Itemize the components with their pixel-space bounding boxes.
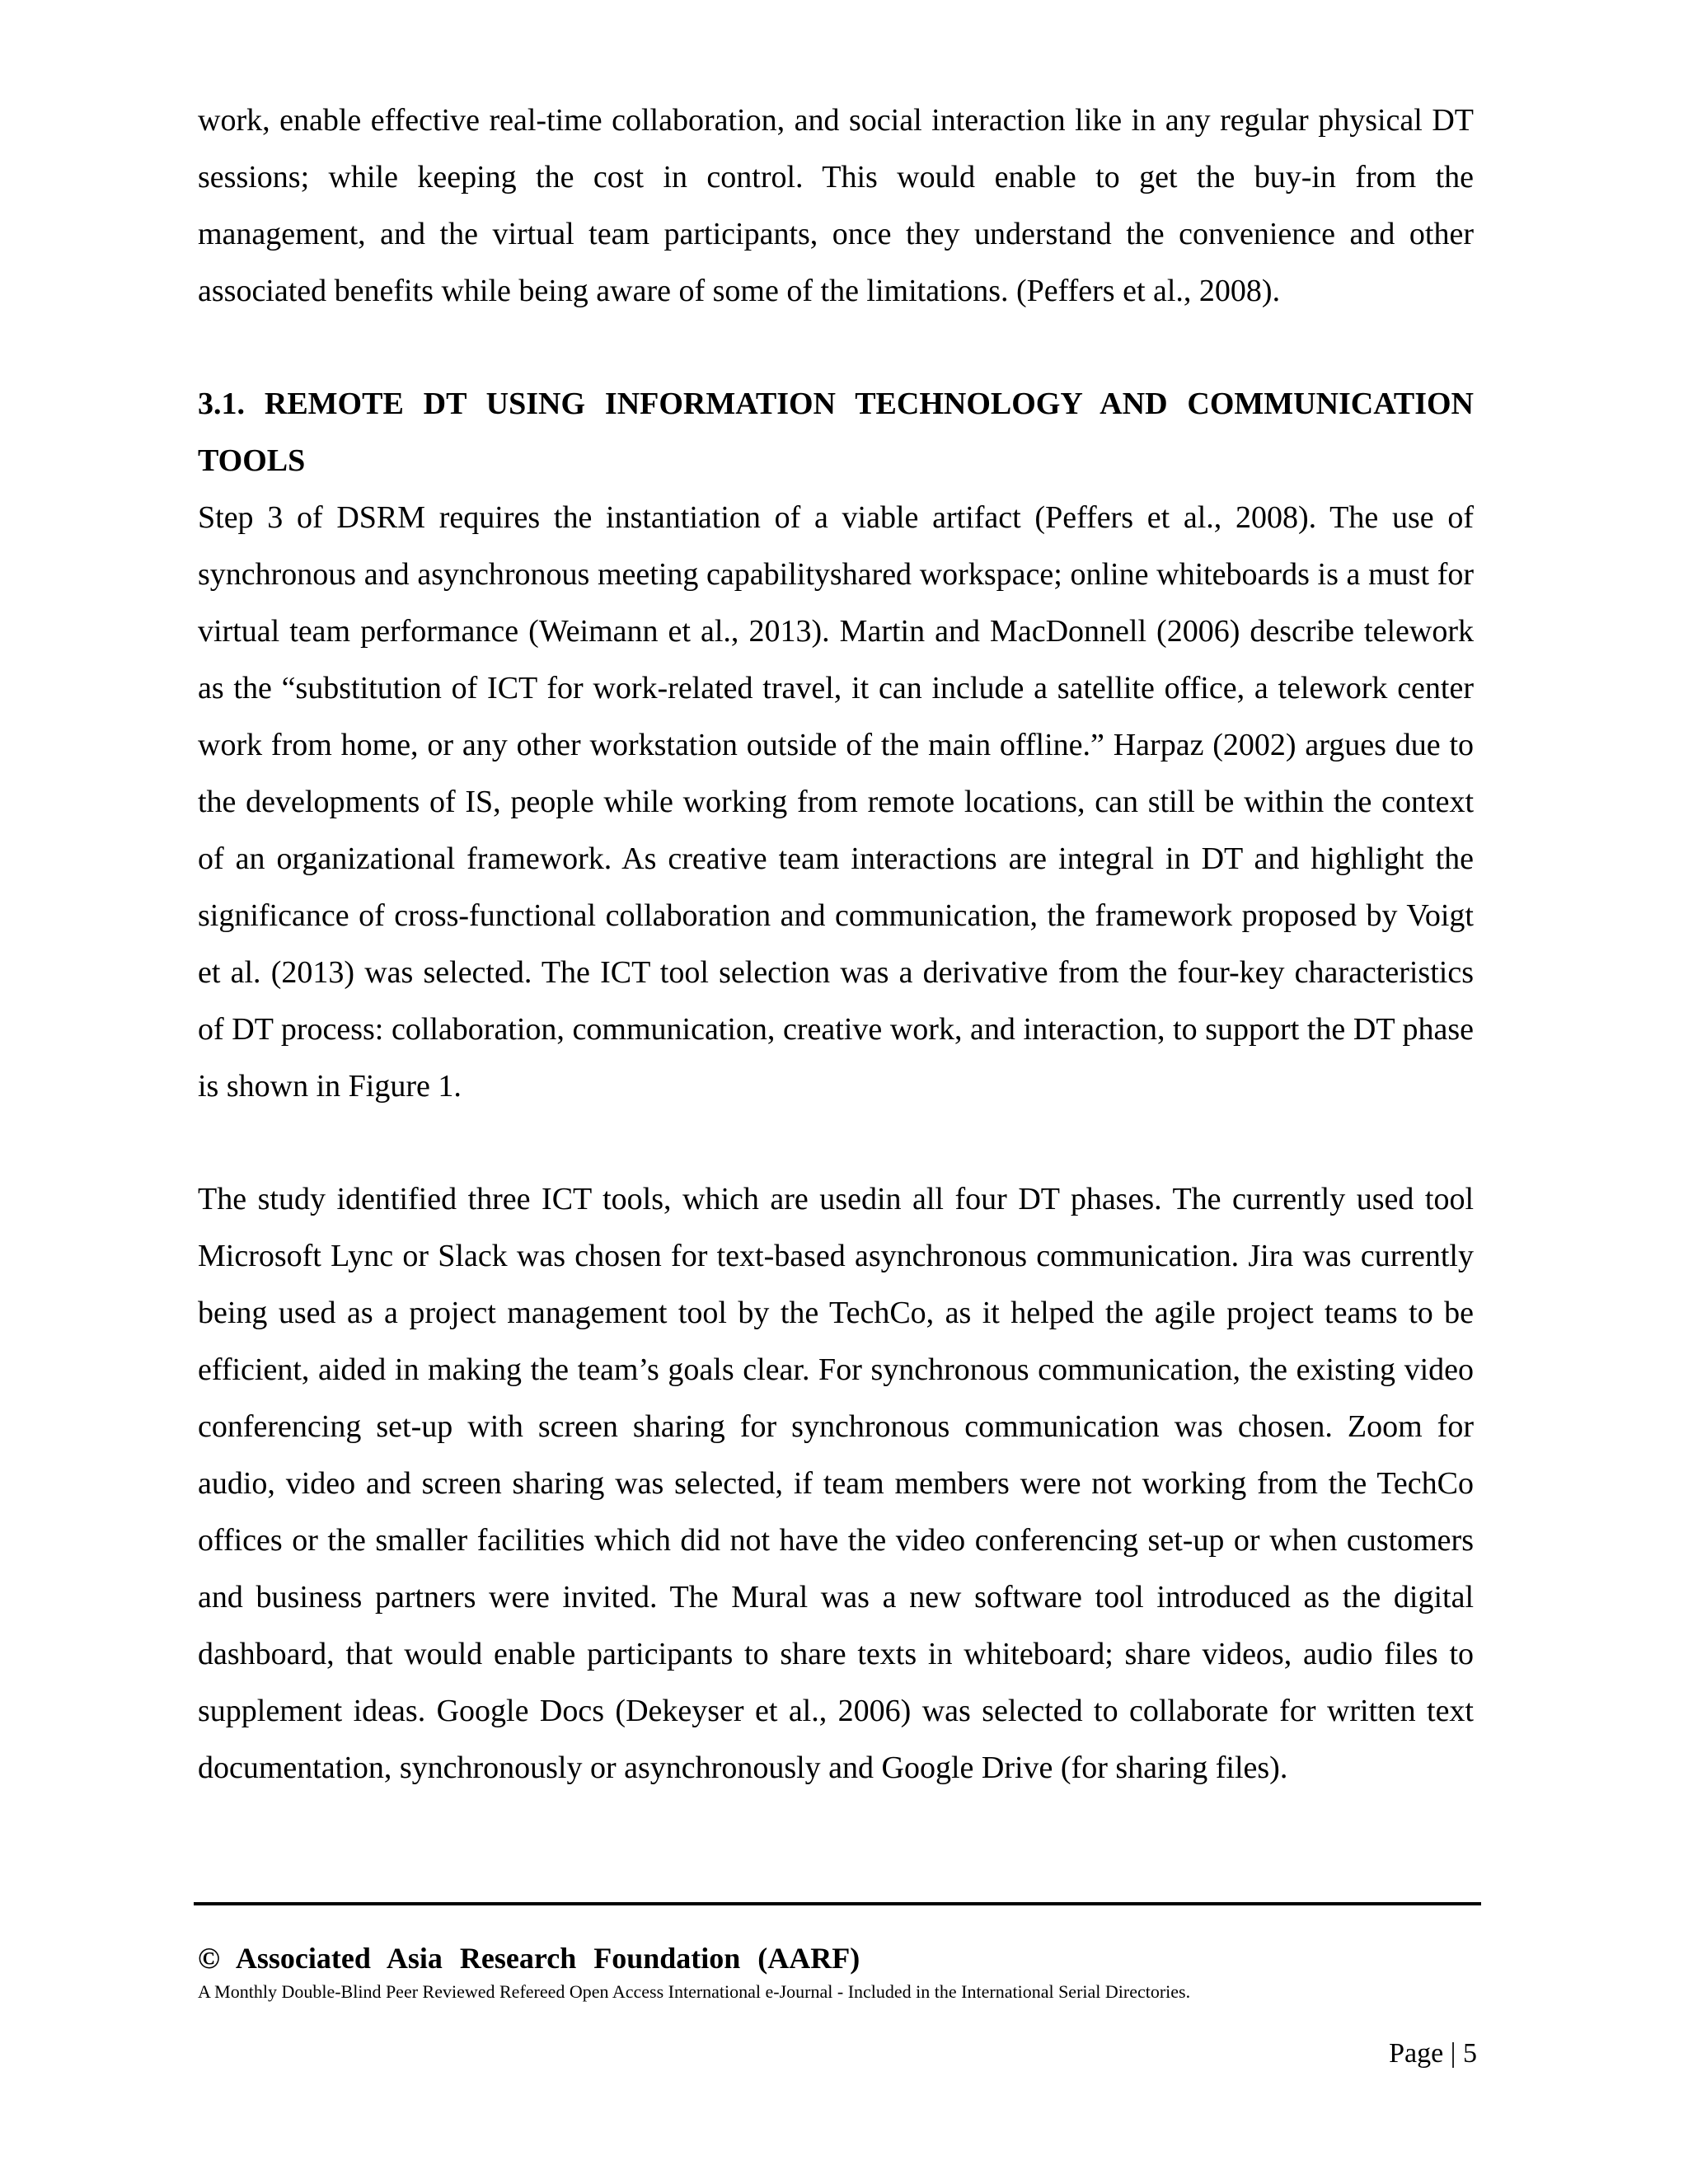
paragraph-section-2: The study identified three ICT tools, which are usedin all four DT phases. The currently used tool Microsoft Lync or Slack was chosen for text-based asynchronous communication. Jira was currently being used as a project management tool by the TechCo, as it helped the agile project teams to be efficient, aided in making the team’s goals clear. For synchronous communication, the existing video conferencing set-up with screen sharing for synchronous communication was chosen. Zoom for audio, video and screen sharing was selected, if team members were not working from the TechCo offices or the smaller facilities which did not have the video conferencing set-up or when customers and business partners were invited. The Mural was a new software tool introduced as the digital dashboard, that would enable participants to share texts in whiteboard; share videos, audio files to supplement ideas. Google Docs (Dekeyser et al., 2006) was selected to collaborate for written text documentation, synchronously or asynchronously and Google Drive (for sharing files). [198,1182,1474,1785]
body-content [198,92,1474,1797]
footer-divider [194,1902,1481,1905]
footer-title: © Associated Asia Research Foundation (AARF) [198,1942,860,1975]
page-number: Page | 5 [1389,2038,1477,2069]
spacer [198,1115,1474,1171]
paragraph-intro: work, enable effective real-time collaboration, and social interaction like in any regular physical DT sessions; while keeping the cost in control. This would enable to get the buy-in from the management, and the virtual team participants, once they understand the convenience and other associated benefits while being aware of some of the limitations. (Peffers et al., 2008). [198,103,1474,308]
paragraph-section-1: Step 3 of DSRM requires the instantiation of a viable artifact (Peffers et al., 2008). The use of synchronous and asynchronous meeting capabilityshared workspace; online whiteboards is a must for virtual team performance (Weimann et al., 2013). Martin and MacDonnell (2006) describe telework as the “substitution of ICT for work-related travel, it can include a satellite office, a telework center work from home, or any other workstation outside of the main offline.” Harpaz (2002) argues due to the developments of IS, people while working from remote locations, can still be within the context of an organizational framework. As creative team interactions are integral in DT and highlight the significance of cross-functional collaboration and communication, the framework proposed by Voigt et al. (2013) was selected. The ICT tool selection was a derivative from the four-key characteristics of DT process: collaboration, communication, creative work, and interaction, to support the DT phase is shown in Figure 1. [198,500,1474,1104]
spacer [198,320,1474,376]
section-heading: 3.1. REMOTE DT USING INFORMATION TECHNOLOGY AND COMMUNICATION TOOLS [198,387,1474,478]
footer-subtitle: A Monthly Double-Blind Peer Reviewed Refereed Open Access International e-Journal - Included in the International Serial Directories. [198,1981,1191,2002]
